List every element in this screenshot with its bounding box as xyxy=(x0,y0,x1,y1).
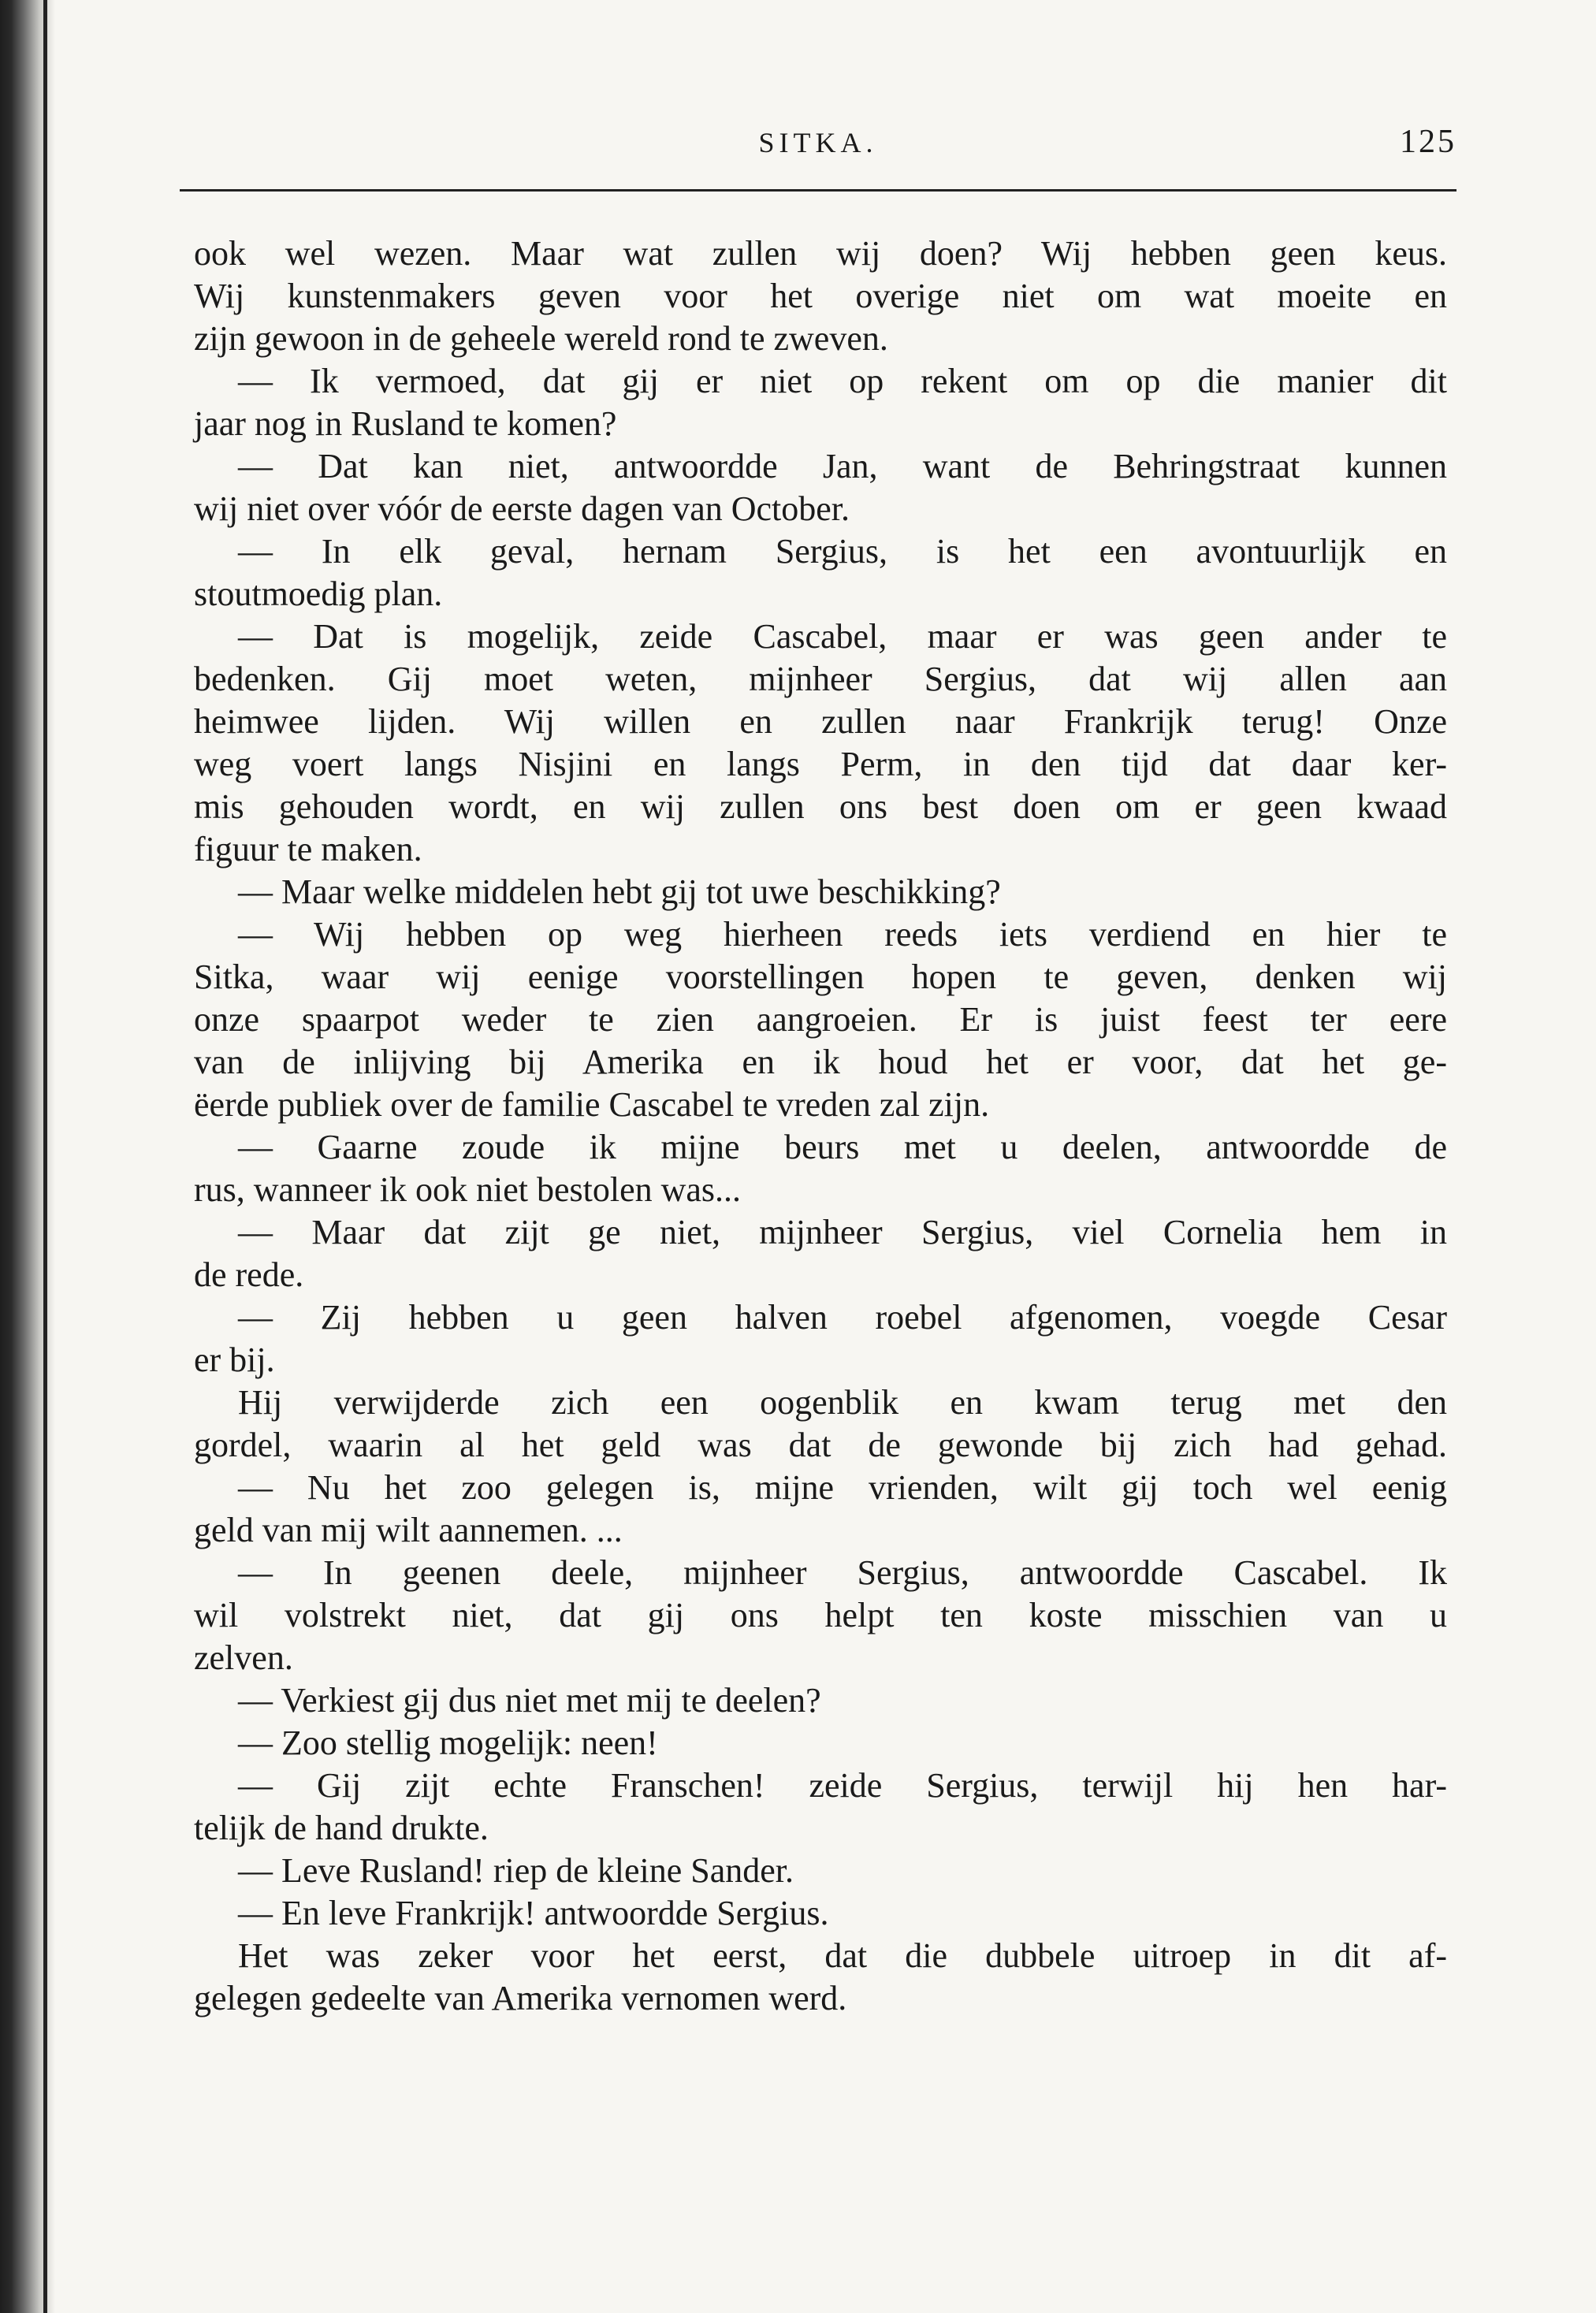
text-line: er bij. xyxy=(194,1341,275,1379)
text-line: — In geenen deele, mijnheer Sergius, antwoordde Cascabel. Ik xyxy=(238,1553,1447,1592)
text-line: ëerde publiek over de familie Cascabel te vreden zal zijn. xyxy=(194,1085,990,1124)
text-line: Wij kunstenmakers geven voor het overige niet om wat moeite en xyxy=(194,277,1447,315)
text-line: de rede. xyxy=(194,1255,304,1294)
text-line: gelegen gedeelte van Amerika vernomen werd. xyxy=(194,1979,847,2017)
text-line: — In elk geval, hernam Sergius, is het een avontuurlijk en xyxy=(238,532,1447,571)
text-line: Sitka, waar wij eenige voorstellingen hopen te geven, denken wij xyxy=(194,958,1447,996)
text-line: — Nu het zoo gelegen is, mijne vrienden, wilt gij toch wel eenig xyxy=(238,1468,1447,1507)
text-line: onze spaarpot weder te zien aangroeien. Er is juist feest ter eere xyxy=(194,1000,1447,1039)
text-line: — En leve Frankrijk! antwoordde Sergius. xyxy=(238,1894,829,1932)
text-line: jaar nog in Rusland te komen? xyxy=(194,404,617,443)
text-line: stoutmoedig plan. xyxy=(194,575,443,613)
text-line: bedenken. Gij moet weten, mijnheer Sergius, dat wij allen aan xyxy=(194,660,1447,698)
text-line: weg voert langs Nisjini en langs Perm, in den tijd dat daar ker- xyxy=(194,745,1447,783)
text-line: zijn gewoon in de geheele wereld rond te zweven. xyxy=(194,319,888,358)
text-line: — Dat is mogelijk, zeide Cascabel, maar er was geen ander te xyxy=(238,617,1447,656)
text-line: — Verkiest gij dus niet met mij te deelen? xyxy=(238,1681,821,1720)
text-line: — Wij hebben op weg hierheen reeds iets verdiend en hier te xyxy=(238,915,1447,954)
text-line: geld van mij wilt aannemen. ... xyxy=(194,1511,623,1549)
text-line: figuur te maken. xyxy=(194,830,422,868)
text-line: Het was zeker voor het eerst, dat die dubbele uitroep in dit af- xyxy=(238,1936,1447,1975)
text-line: mis gehouden wordt, en wij zullen ons best doen om er geen kwaad xyxy=(194,787,1447,826)
text-line: — Dat kan niet, antwoordde Jan, want de Behringstraat kunnen xyxy=(238,447,1447,485)
text-line: wij niet over vóór de eerste dagen van October. xyxy=(194,489,850,528)
page-header xyxy=(180,117,1456,172)
text-line: ook wel wezen. Maar wat zullen wij doen? Wij hebben geen keus. xyxy=(194,234,1447,273)
text-line: van de inlijving bij Amerika en ik houd het er voor, dat het ge- xyxy=(194,1043,1447,1081)
running-title: SITKA. xyxy=(758,127,878,158)
text-line: — Ik vermoed, dat gij er niet op rekent om op die manier dit xyxy=(238,362,1447,400)
text-line: — Maar dat zijt ge niet, mijnheer Sergius, viel Cornelia hem in xyxy=(238,1213,1447,1251)
text-line: — Gaarne zoude ik mijne beurs met u deelen, antwoordde de xyxy=(238,1128,1447,1166)
text-line: heimwee lijden. Wij willen en zullen naar Frankrijk terug! Onze xyxy=(194,702,1447,741)
text-line: — Maar welke middelen hebt gij tot uwe beschikking? xyxy=(238,872,1001,911)
header-rule xyxy=(180,189,1456,192)
text-line: gordel, waarin al het geld was dat de gewonde bij zich had gehad. xyxy=(194,1426,1447,1464)
body-text xyxy=(194,232,1447,2020)
text-line: wil volstrekt niet, dat gij ons helpt ten koste misschien van u xyxy=(194,1596,1447,1634)
text-line: telijk de hand drukte. xyxy=(194,1809,489,1847)
text-line: — Zij hebben u geen halven roebel afgenomen, voegde Cesar xyxy=(238,1298,1447,1337)
text-line: rus, wanneer ik ook niet bestolen was... xyxy=(194,1170,742,1209)
text-line: — Gij zijt echte Franschen! zeide Sergius, terwijl hij hen har- xyxy=(238,1766,1447,1805)
text-line: zelven. xyxy=(194,1638,293,1677)
binding-shadow-line xyxy=(43,0,47,2313)
text-line: — Zoo stellig mogelijk: neen! xyxy=(238,1724,658,1762)
page-number: 125 xyxy=(1400,124,1456,160)
text-line: Hij verwijderde zich een oogenblik en kwam terug met den xyxy=(238,1383,1447,1422)
text-line: — Leve Rusland! riep de kleine Sander. xyxy=(238,1851,794,1890)
